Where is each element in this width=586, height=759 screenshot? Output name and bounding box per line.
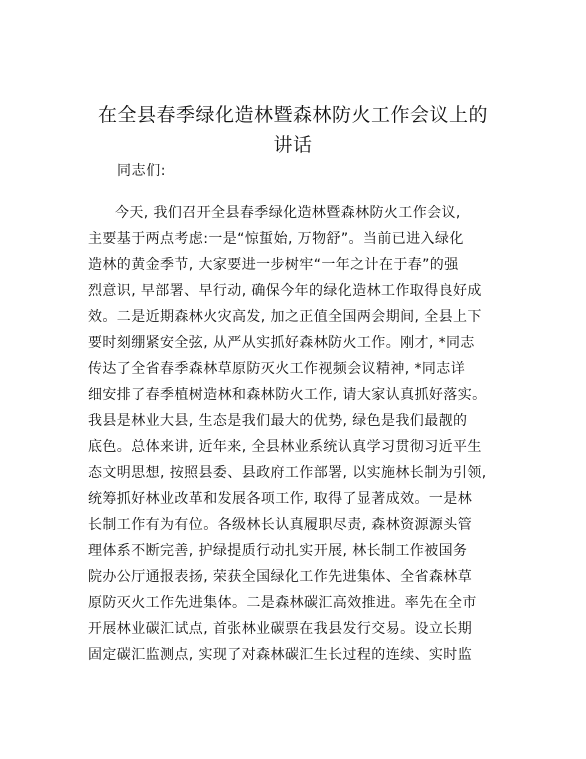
body-line: 底色。总体来讲, 近年来, 全县林业系统认真学习贯彻习近平生 xyxy=(88,439,482,455)
speech-title-line-2: 讲话 xyxy=(273,134,313,156)
body-line: 烈意识, 早部署、早行动, 确保今年的绿化造林工作取得良好成 xyxy=(88,283,482,299)
body-line: 院办公厅通报表扬, 荣获全国绿化工作先进集体、全省森林草 xyxy=(88,569,473,585)
body-line: 造林的黄金季节, 大家要进一步树牢“一年之计在于春”的强 xyxy=(88,257,459,273)
body-line: 效。二是近期森林火灾高发, 加之正值全国两会期间, 全县上下 xyxy=(88,309,482,325)
speech-title-line-1: 在全县春季绿化造林暨森林防火工作会议上的 xyxy=(97,104,488,126)
body-line: 今天, 我们召开全县春季绿化造林暨森林防火工作会议, xyxy=(115,205,461,221)
body-line: 开展林业碳汇试点, 首张林业碳票在我县发行交易。设立长期 xyxy=(88,621,473,637)
body-line: 原防灭火工作先进集体。二是森林碳汇高效推进。率先在全市 xyxy=(88,595,477,611)
body-line: 统筹抓好林业改革和发展各项工作, 取得了显著成效。一是林 xyxy=(88,491,473,507)
body-line: 传达了全省春季森林草原防灭火工作视频会议精神, *同志详 xyxy=(88,361,466,377)
body-line: 固定碳汇监测点, 实现了对森林碳汇生长过程的连续、实时监 xyxy=(88,647,473,663)
body-line: 主要基于两点考虑:一是“惊蜇始, 万物舒”。当前已进入绿化 xyxy=(88,231,464,247)
speech-title xyxy=(60,100,526,160)
body-line: 要时刻绷紧安全弦, 从严从实抓好森林防火工作。刚才, *同志 xyxy=(88,335,475,351)
body-line: 理体系不断完善, 护绿提质行动扎实开展, 林长制工作被国务 xyxy=(88,543,468,559)
speech-body xyxy=(88,200,508,668)
body-line: 长制工作有为有位。各级林长认真履职尽责, 森林资源源头管 xyxy=(88,517,473,533)
body-line: 细安排了春季植树造林和森林防火工作, 请大家认真抓好落实。 xyxy=(88,387,487,403)
body-line: 态文明思想, 按照县委、县政府工作部署, 以实施林长制为引领, xyxy=(88,465,487,481)
greeting: 同志们: xyxy=(117,163,167,179)
body-line: 我县是林业大县, 生态是我们最大的优势, 绿色是我们最靓的 xyxy=(88,413,468,429)
